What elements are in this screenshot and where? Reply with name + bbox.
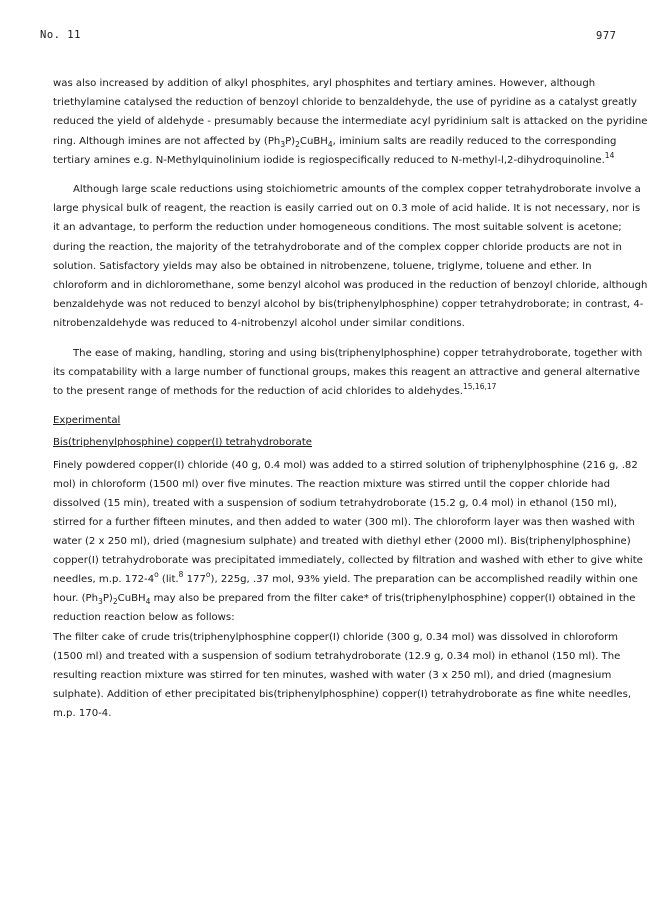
paragraph-preparation-procedure [53,456,648,628]
text-run: 177 [183,574,206,586]
subscript: 3 [98,597,103,607]
text-run: was also increased by addition of alkyl phosphites, aryl phosphites and tertiary amines. However, although triethylamine catalysed the reduction of benzoyl chloride to benzaldehyde, the use of pyridine as a catalyst greatly reduced the yield of aldehyde - presumably because the intermediate acyl pyridinium salt is attacked on the pyridine ring. Although imines are not affected by (Ph [53,78,648,147]
subsection-heading-preparation: Bis(triphenylphosphine) copper(I) tetrahydroborate [53,437,313,449]
subscript: 2 [112,597,118,607]
reference-superscript: 14 [604,150,615,160]
subscript: 2 [295,139,300,149]
reference-superscript: 8 [178,570,184,580]
paragraph-filter-cake-procedure: The filter cake of crude tris(triphenylphosphine copper(I) chloride (300 g, 0.34 mol) was dissolved in chloroform (1500 ml) and treated with a suspension of sodium tetrahydroborate (12.9 g, 0.34 mol) in ethanol (150 ml). The resulting reaction mixture was stirred for ten minutes, washed with water (3 x 250 ml), and dried (magnesium sulphate). Addition of ether precipitated bis(triphenylphosphine) copper(I) tetrahydroborate as fine white needles, m.p. 170-4. [53,631,632,719]
text-run: may also be prepared from the filter cake* of tris(triphenylphosphine) copper(I) obtained in the reduction reaction below as follows: [53,593,636,624]
text-run: Finely powdered copper(I) chloride (40 g, 0.4 mol) was added to a stirred solution of triphenylphosphine (216 g, .82 mol) in chloroform (1500 ml) over five minutes. The reaction mixture was stirred until the copper chloride had dissolved (15 min), treated with a suspension of sodium tetrahydroborate (15.2 g, 0.4 mol) in ethanol (150 ml), stirred for a further fifteen minutes, and then added to water (300 ml). The chloroform layer was then washed with water (2 x 250 ml), dried (magnesium sulphate) and treated with diethyl ether (2000 ml). Bis(triphenylphosphine) copper(I) tetrahydroborate was precipitated immediately, collected by filtration and washed with ether to give white needles, m.p. 172-4 [53,459,643,586]
text-run: The ease of making, handling, storing and using bis(triphenylphosphine) copper tetrahydroborate, together with its compatability with a large number of functional groups, makes this reagent an attractive and general alternative to the present range of methods for the reduction of acid chlorides to aldehydes. [53,347,643,398]
paragraph-imine-reduction [53,74,648,170]
text-run: CuBH [299,135,328,147]
paragraph-conclusion [53,344,648,402]
subscript: 4 [327,139,333,149]
text-run: P) [285,135,296,147]
text-run: ), 225g, .37 mol, 93% yield. The preparation can be accomplished readily within one hour. (Ph [53,574,638,605]
subscript: 4 [145,597,151,607]
article-body [53,74,648,723]
journal-issue-number: No. 11 [40,29,81,41]
degree-symbol: o [154,570,159,580]
subscript: 3 [280,139,286,149]
text-run: CuBH [117,593,146,605]
paragraph-large-scale-reductions: Although large scale reductions using stoichiometric amounts of the complex copper tetrahydroborate involve a large physical bulk of reagent, the reaction is easily carried out on 0.3 mole of acid halide. It is not necessary, nor is it an advantage, to perform the reduction under homogeneous conditions. The most suitable solvent is acetone; during the reaction, the majority of the tetrahydroborate and of the complex copper chloride products are not in solution. Satisfactory yields may also be obtained in nitrobenzene, toluene, triglyme, toluene and ether. In chloroform and in dichloromethane, some benzyl alcohol was produced in the reduction of benzoyl chloride, although benzaldehyde was not reduced to benzyl alcohol by bis(triphenylphosphine) copper tetrahydroborate; in contrast, 4-nitrobenzaldehyde was reduced to 4-nitrobenzyl alcohol under similar conditions. [53,184,648,330]
degree-symbol: o [205,570,211,580]
page-number: 977 [596,30,617,42]
section-heading-experimental: Experimental [53,415,121,427]
text-run: P) [102,593,113,605]
text-run: , iminium salts are readily reduced to the corresponding tertiary amines e.g. N-Methylquinolinium iodide is regiospecifically reduced to N-methyl-l,2-dihydroquinoline. [53,135,617,166]
reference-superscript: 15,16,17 [463,382,497,392]
text-run: (lit. [158,574,179,586]
